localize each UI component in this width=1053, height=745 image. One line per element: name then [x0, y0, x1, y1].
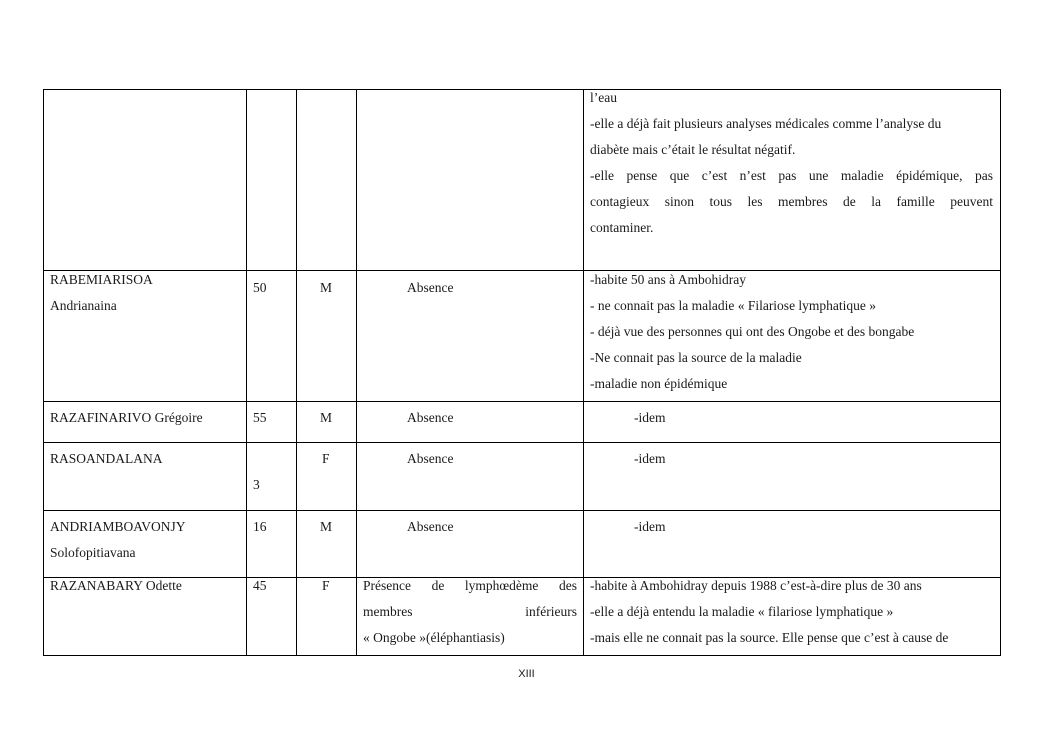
table-row: [43, 89, 1001, 270]
name-line: RASOANDALANA: [50, 451, 163, 466]
note-line: - ne connait pas la maladie « Filariose lymphatique »: [590, 298, 877, 313]
signs-cell: [356, 510, 583, 577]
age-value: 45: [253, 578, 267, 593]
notes-cell: [583, 510, 1001, 577]
page-number: XIII: [518, 668, 535, 680]
age-value: 55: [253, 410, 267, 425]
name-cell: [43, 442, 246, 510]
signs-cell: [356, 577, 583, 655]
note-line: -idem: [634, 519, 666, 534]
age-cell: [246, 401, 296, 442]
note-line: contaminer.: [590, 220, 654, 235]
name-cell: [43, 577, 246, 655]
note-line: -idem: [634, 410, 666, 425]
table-row: [43, 510, 1001, 577]
note-line: -elle pense que c’est n’est pas une maladie épidémique, pas: [590, 168, 993, 183]
signs-cell: [356, 270, 583, 401]
signs-value: Absence: [407, 519, 454, 534]
sex-cell: [296, 270, 356, 401]
sex-value: F: [322, 451, 330, 466]
signs-cell: [356, 442, 583, 510]
note-line: [590, 116, 993, 132]
notes-cell: [583, 270, 1001, 401]
note-text: -elle a déjà fait plusieurs analyses médicales comme l’analyse du: [590, 116, 942, 131]
table-row: [43, 401, 1001, 442]
sex-cell: [296, 442, 356, 510]
note-line: l’eau: [590, 90, 617, 105]
age-value: 50: [253, 280, 267, 295]
name-cell: [43, 401, 246, 442]
notes-cell: [583, 401, 1001, 442]
note-line: contagieux sinon tous les membres de la famille peuvent: [590, 194, 993, 209]
age-cell: [246, 510, 296, 577]
name-cell: [43, 89, 246, 270]
signs-line: Présence de lymphœdème des: [363, 578, 577, 593]
note-line: -habite 50 ans à Ambohidray: [590, 272, 746, 287]
notes-cell: [583, 89, 1001, 270]
signs-value: Absence: [407, 410, 454, 425]
notes-cell: [583, 577, 1001, 655]
sex-cell: [296, 577, 356, 655]
age-cell: [246, 577, 296, 655]
note-line: -Ne connait pas la source de la maladie: [590, 350, 802, 365]
name-line: Solofopitiavana: [50, 545, 136, 560]
sex-cell: [296, 89, 356, 270]
age-value: 3: [253, 477, 260, 492]
sex-value: F: [322, 578, 330, 593]
note-line: -elle a déjà entendu la maladie « filariose lymphatique »: [590, 604, 894, 619]
note-line: -idem: [634, 451, 666, 466]
sex-cell: [296, 401, 356, 442]
sex-value: M: [320, 410, 333, 425]
signs-cell: [356, 89, 583, 270]
age-cell: [246, 270, 296, 401]
note-line: -maladie non épidémique: [590, 376, 728, 391]
name-cell: [43, 510, 246, 577]
note-line: -mais elle ne connait pas la source. Elle pense que c’est à cause de: [590, 630, 949, 645]
age-cell: [246, 89, 296, 270]
name-cell: [43, 270, 246, 401]
sex-value: M: [320, 519, 333, 534]
note-line: - déjà vue des personnes qui ont des Ongobe et des bongabe: [590, 324, 915, 339]
table-right-border: [1000, 89, 1001, 655]
name-line: Andrianaina: [50, 298, 117, 313]
signs-cell: [356, 401, 583, 442]
table-row: [43, 442, 1001, 510]
note-line: diabète mais c’était le résultat négatif.: [590, 142, 796, 157]
sex-value: M: [320, 280, 333, 295]
name-line: RABEMIARISOA: [50, 272, 153, 287]
table-row: [43, 270, 1001, 401]
table-row: [43, 577, 1001, 655]
signs-value: Absence: [407, 280, 454, 295]
age-cell: [246, 442, 296, 510]
notes-cell: [583, 442, 1001, 510]
note-line: -habite à Ambohidray depuis 1988 c’est-à-dire plus de 30 ans: [590, 578, 922, 593]
age-value: 16: [253, 519, 267, 534]
name-line: RAZANABARY Odette: [50, 578, 182, 593]
signs-line: membres inférieurs: [363, 604, 577, 619]
name-line: RAZAFINARIVO Grégoire: [50, 410, 203, 425]
sex-cell: [296, 510, 356, 577]
signs-value: Absence: [407, 451, 454, 466]
table-bottom-border: [43, 655, 1001, 656]
name-line: ANDRIAMBOAVONJY: [50, 519, 186, 534]
signs-line: « Ongobe »(éléphantiasis): [363, 630, 505, 645]
